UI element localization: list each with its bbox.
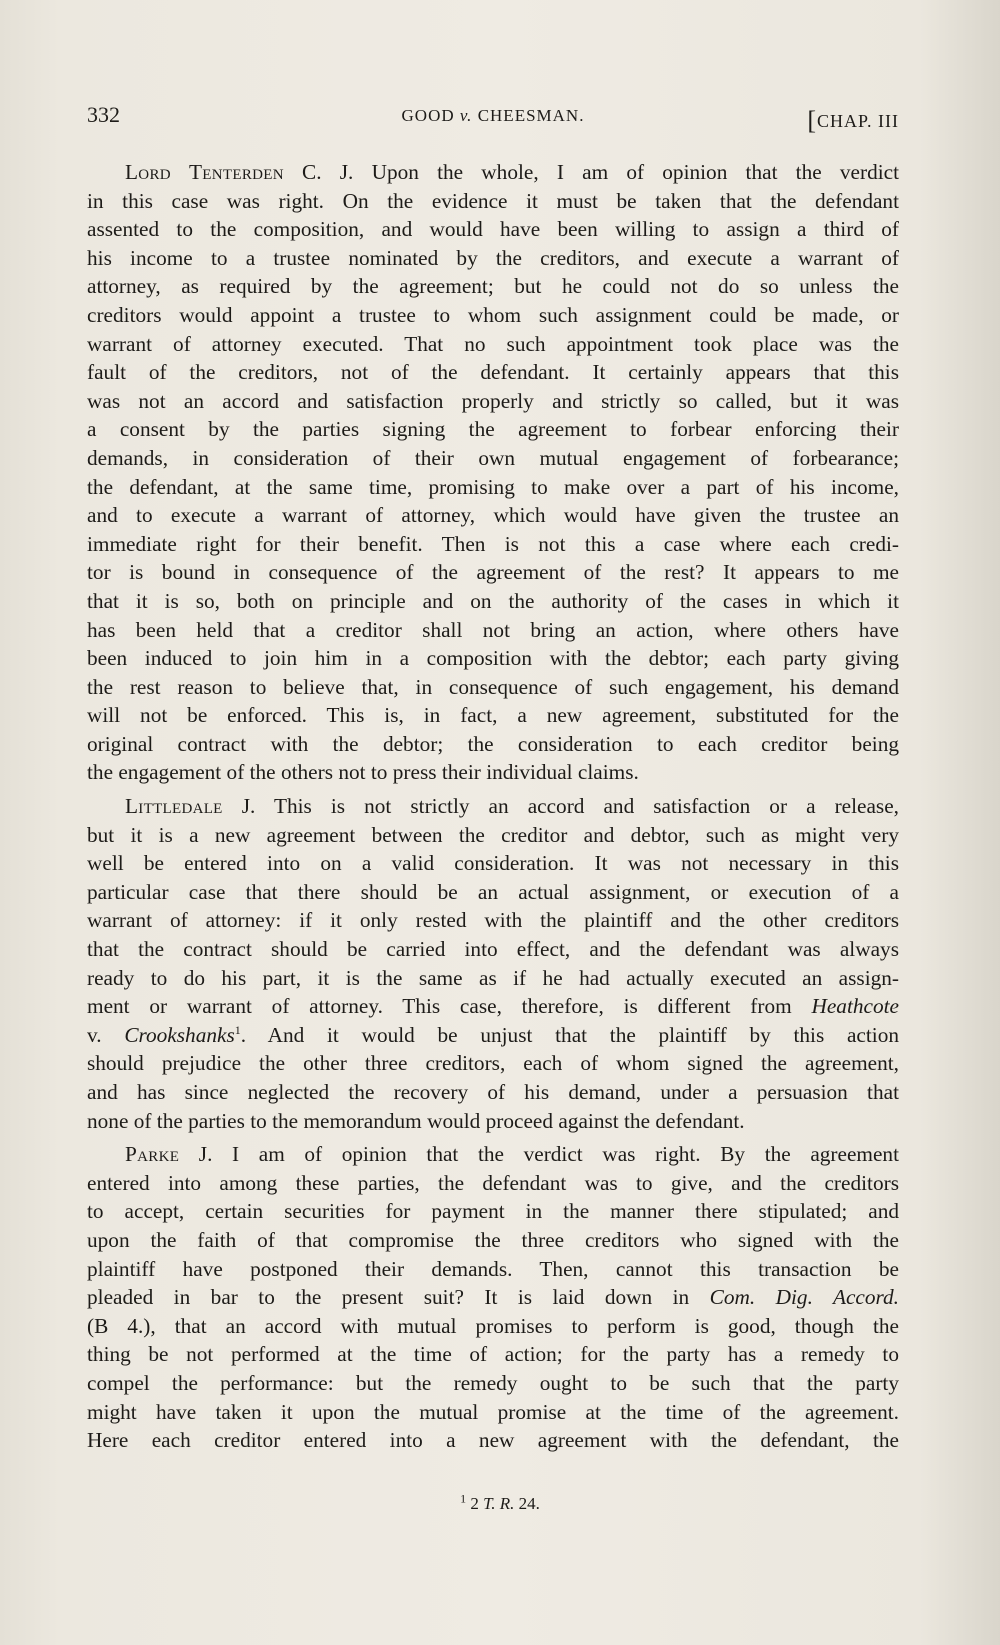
page-number: 332 bbox=[87, 102, 120, 127]
text-line bbox=[87, 1021, 899, 1050]
text-line: and to execute a warrant of attorney, which would have given the trustee an bbox=[87, 503, 899, 528]
text-line: fault of the creditors, not of the defendant. It certainly appears that this bbox=[87, 360, 899, 385]
judge-title: J. bbox=[179, 1142, 213, 1167]
text-line: Here each creditor entered into a new agreement with the defendant, the bbox=[87, 1428, 899, 1453]
running-head-versus: v. bbox=[459, 106, 473, 125]
running-head bbox=[87, 106, 899, 126]
text-line: particular case that there should be an actual assignment, or execution of a bbox=[87, 879, 899, 904]
text-line: warrant of attorney: if it only rested with the plaintiff and the other creditors bbox=[87, 908, 899, 933]
text-line: to accept, certain securities for payment in the manner there stipulated; and bbox=[87, 1199, 899, 1224]
text-line bbox=[87, 158, 899, 187]
text-line: in this case was right. On the evidence it must be taken that the defendant bbox=[87, 188, 899, 213]
page-header bbox=[87, 102, 899, 134]
judge-title: J. bbox=[222, 794, 256, 819]
text-line: upon the faith of that compromise the three creditors who signed with the bbox=[87, 1227, 899, 1252]
text-fragment: I am of opinion that the verdict was right. By the agreement bbox=[212, 1142, 900, 1167]
text-fragment: This is not strictly an accord and satisfaction or a release, bbox=[255, 794, 899, 819]
text-line: well be entered into on a valid consideration. It was not necessary in this bbox=[87, 851, 899, 876]
text-line: tor is bound in consequence of the agreement of the rest? It appears to me bbox=[87, 560, 899, 585]
text-line: been induced to join him in a composition with the debtor; each party giving bbox=[87, 646, 899, 671]
text-fragment: v. bbox=[87, 1022, 125, 1047]
footnote-text: 2 bbox=[466, 1494, 484, 1513]
text-line: (B 4.), that an accord with mutual promises to perform is good, though the bbox=[87, 1313, 899, 1338]
judge-name: Lord Tenterden bbox=[125, 160, 284, 184]
text-line: thing be not performed at the time of action; for the party has a remedy to bbox=[87, 1342, 899, 1367]
footnote-text: 24. bbox=[514, 1494, 540, 1513]
case-name: Heathcote bbox=[811, 994, 899, 1019]
text-fragment: Upon the whole, I am of opinion that the verdict bbox=[353, 160, 900, 184]
text-line: ready to do his part, it is the same as if he had actually executed an assign- bbox=[87, 965, 899, 990]
text-line: original contract with the debtor; the consideration to each creditor being bbox=[87, 731, 899, 756]
text-line: has been held that a creditor shall not bring an action, where others have bbox=[87, 617, 899, 642]
running-head-party-2: CHEESMAN. bbox=[472, 106, 585, 125]
text-line bbox=[87, 1283, 899, 1312]
text-line: should prejudice the other three creditors, each of whom signed the agreement, bbox=[87, 1051, 899, 1076]
text-fragment: pleaded in bar to the present suit? It is laid down in bbox=[87, 1285, 710, 1310]
running-head-party-1: GOOD bbox=[401, 106, 460, 125]
footnote-reference: 1 bbox=[234, 1022, 241, 1037]
case-name: Crookshanks bbox=[124, 1022, 235, 1047]
text-line: demands, in consideration of their own mutual engagement of forbearance; bbox=[87, 445, 899, 470]
text-line: assented to the composition, and would have been willing to assign a third of bbox=[87, 217, 899, 242]
text-line: and has since neglected the recovery of his demand, under a persuasion that bbox=[87, 1080, 899, 1104]
chapter-heading bbox=[807, 104, 899, 134]
opinion-tenterden bbox=[87, 158, 899, 787]
text-line: the rest reason to believe that, in consequence of such engagement, his demand bbox=[87, 674, 899, 699]
citation: Com. Dig. Accord. bbox=[709, 1285, 900, 1310]
text-line: immediate right for their benefit. Then is not this a case where each credi- bbox=[87, 531, 899, 556]
text-line: might have taken it upon the mutual promise at the time of the agreement. bbox=[87, 1399, 899, 1424]
text-line: his income to a trustee nominated by the creditors, and execute a warrant of bbox=[87, 245, 899, 270]
text-line: the engagement of the others not to press their individual claims. bbox=[87, 760, 639, 785]
text-line: creditors would appoint a trustee to whom such assignment could be made, or bbox=[87, 302, 899, 327]
text-line: plaintiff have postponed their demands. Then, cannot this transaction be bbox=[87, 1256, 899, 1281]
chapter-label: CHAP. III bbox=[816, 111, 899, 131]
chapter-bracket: [ bbox=[807, 106, 817, 135]
text-line: the defendant, at the same time, promising to make over a part of his income, bbox=[87, 474, 899, 499]
text-line: will not be enforced. This is, in fact, a new agreement, substituted for the bbox=[87, 703, 899, 728]
text-line: entered into among these parties, the defendant was to give, and the creditors bbox=[87, 1170, 899, 1195]
judge-name: Parke bbox=[125, 1142, 180, 1167]
footnote-mark: 1 bbox=[460, 1491, 467, 1506]
text-line: attorney, as required by the agreement; but he could not do so unless the bbox=[87, 274, 899, 299]
text-line bbox=[87, 992, 899, 1021]
text-line: none of the parties to the memorandum would proceed against the defendant. bbox=[87, 1108, 745, 1133]
text-line: was not an accord and satisfaction properly and strictly so called, but it was bbox=[87, 388, 899, 413]
body-text bbox=[87, 158, 899, 1455]
text-line: that the contract should be carried into effect, and the defendant was always bbox=[87, 937, 899, 962]
footnote-reporter: T. R. bbox=[483, 1494, 515, 1513]
text-fragment: . And it would be unjust that the plaintiff by this action bbox=[240, 1022, 899, 1047]
footnote bbox=[0, 1491, 1000, 1514]
opinion-parke bbox=[87, 1140, 899, 1455]
text-line: compel the performance: but the remedy ought to be such that the party bbox=[87, 1370, 899, 1395]
text-line: that it is so, both on principle and on the authority of the cases in which it bbox=[87, 588, 899, 613]
text-line: warrant of attorney executed. That no such appointment took place was the bbox=[87, 331, 899, 356]
text-line bbox=[87, 1140, 899, 1169]
text-line: a consent by the parties signing the agreement to forbear enforcing their bbox=[87, 417, 899, 442]
judge-title: C. J. bbox=[283, 160, 354, 184]
judge-name: Littledale bbox=[125, 794, 223, 819]
opinion-littledale bbox=[87, 792, 899, 1135]
text-line: but it is a new agreement between the creditor and debtor, such as might very bbox=[87, 822, 899, 847]
text-fragment: ment or warrant of attorney. This case, therefore, is different from bbox=[87, 994, 812, 1019]
text-line bbox=[87, 792, 899, 821]
